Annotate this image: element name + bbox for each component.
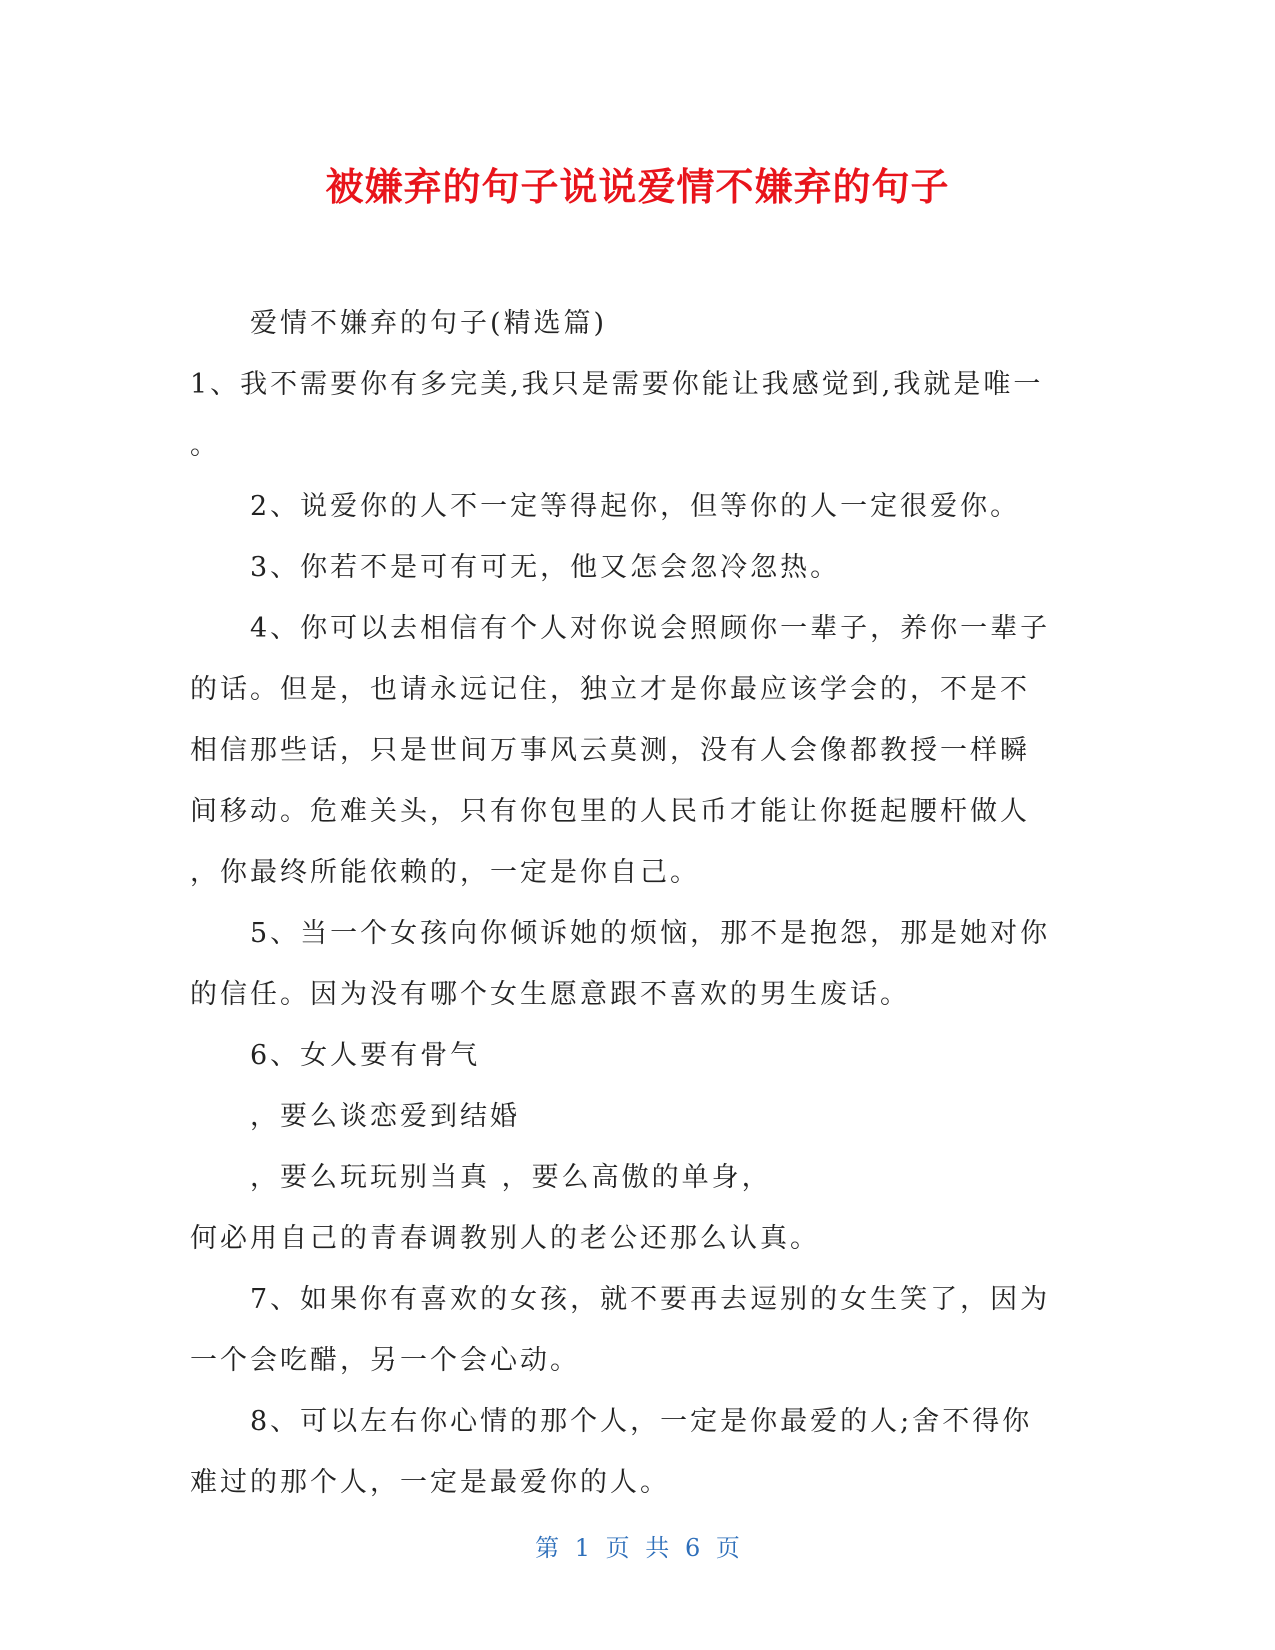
paragraph-line: 一个会吃醋，另一个会心动。 bbox=[190, 1345, 580, 1376]
paragraph-line: 7、如果你有喜欢的女孩，就不要再去逗别的女生笑了，因为 bbox=[250, 1284, 1051, 1315]
paragraph-line: 难过的那个人，一定是最爱你的人。 bbox=[190, 1467, 670, 1498]
paragraph-line: 1、我不需要你有多完美,我只是需要你能让我感觉到,我就是唯一 bbox=[190, 369, 1044, 400]
paragraph-line: 3、你若不是可有可无，他又怎会忽冷忽热。 bbox=[250, 552, 841, 583]
paragraph-line: ，要么谈恋爱到结婚 bbox=[250, 1101, 520, 1132]
document-body bbox=[190, 293, 1090, 1513]
page-number-footer: 第 1 页 共 6 页 bbox=[535, 1534, 740, 1562]
paragraph-line: 何必用自己的青春调教别人的老公还那么认真。 bbox=[190, 1223, 820, 1254]
paragraph-line: 相信那些话，只是世间万事风云莫测，没有人会像都教授一样瞬 bbox=[190, 735, 1030, 766]
paragraph-line: 8、可以左右你心情的那个人，一定是你最爱的人;舍不得你 bbox=[250, 1406, 1033, 1437]
paragraph-line: 。 bbox=[190, 430, 220, 461]
page-title: 被嫌弃的句子说说爱情不嫌弃的句子 bbox=[325, 165, 950, 209]
paragraph-line: 6、女人要有骨气 bbox=[250, 1040, 481, 1071]
paragraph-line: ，你最终所能依赖的，一定是你自己。 bbox=[190, 857, 700, 888]
paragraph-line: 4、你可以去相信有个人对你说会照顾你一辈子，养你一辈子 bbox=[250, 613, 1051, 644]
paragraph-line: 5、当一个女孩向你倾诉她的烦恼，那不是抱怨，那是她对你 bbox=[250, 918, 1051, 949]
paragraph-line: 间移动。危难关头，只有你包里的人民币才能让你挺起腰杆做人 bbox=[190, 796, 1030, 827]
paragraph-line: 爱情不嫌弃的句子(精选篇) bbox=[250, 308, 608, 339]
paragraph-line: 2、说爱你的人不一定等得起你，但等你的人一定很爱你。 bbox=[250, 491, 1021, 522]
paragraph-line: ，要么玩玩别当真 ，要么高傲的单身， bbox=[250, 1162, 772, 1193]
paragraph-line: 的信任。因为没有哪个女生愿意跟不喜欢的男生废话。 bbox=[190, 979, 910, 1010]
paragraph-line: 的话。但是，也请永远记住，独立才是你最应该学会的，不是不 bbox=[190, 674, 1030, 705]
